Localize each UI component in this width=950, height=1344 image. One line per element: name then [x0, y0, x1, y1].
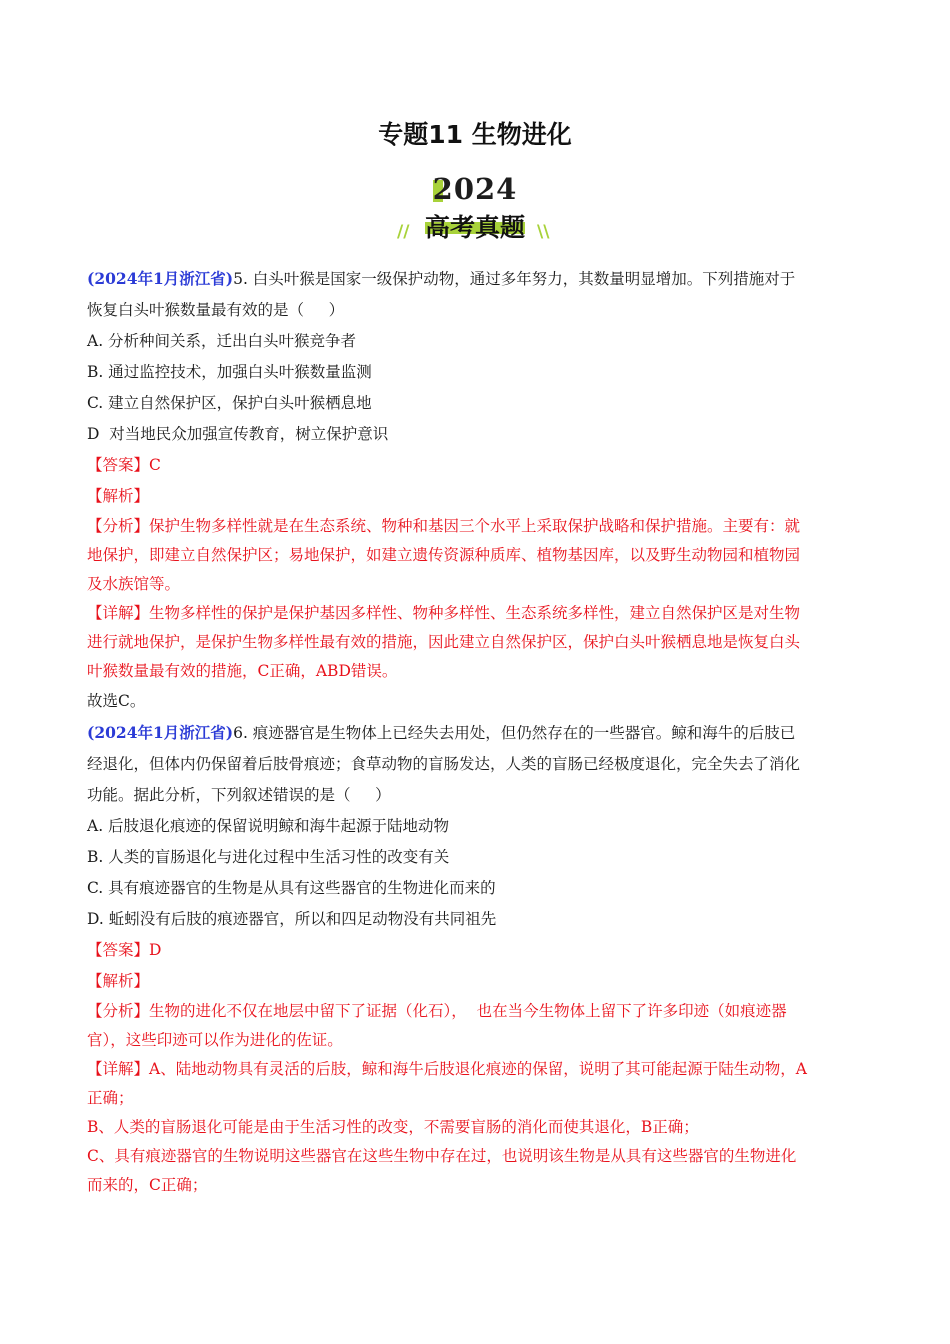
- q6-xiangjie-line-5: 而来的，C正确；: [87, 1176, 208, 1194]
- q6-option-c: C. 具有痕迹器官的生物是从具有这些器官的生物进化而来的: [87, 879, 496, 897]
- q6-fenxi-text-1: 生物的进化不仅在地层中留下了证据（化石）， 也在当今生物体上留下了许多印迹（如痕迹器: [149, 1002, 787, 1020]
- q6-option-d: D. 蚯蚓没有后肢的痕迹器官，所以和四足动物没有共同祖先: [87, 910, 497, 928]
- q5-xiangjie-line-3: 叶猴数量最有效的措施，C正确，ABD错误。: [87, 662, 398, 680]
- q6-source: (2024年1月浙江省): [87, 723, 234, 742]
- q5-option-c: C. 建立自然保护区，保护白头叶猴栖息地: [87, 394, 372, 412]
- q6-fenxi-tag: 【分析】: [87, 1002, 150, 1020]
- questions-content: [87, 263, 865, 1200]
- q6-xiangjie-line-3: B、人类的盲肠退化可能是由于生活习性的改变，不需要盲肠的消化而使其退化，B正确；: [87, 1118, 699, 1136]
- q6-stem-line-3: 功能。据此分析，下列叙述错误的是（ ）: [87, 786, 391, 804]
- q6-xiangjie-tag: 【详解】: [87, 1060, 150, 1078]
- q6-fenxi-line-1: [87, 997, 865, 1026]
- q5-option-d: D 对当地民众加强宣传教育，树立保护意识: [87, 425, 389, 443]
- q6-analysis-heading: 【解析】: [87, 972, 150, 990]
- badge-year: 2024: [432, 172, 518, 206]
- q6-xiangjie-line-1: [87, 1055, 865, 1084]
- q6-stem-line-2: 经退化，但体内仍保留着后肢骨痕迹；食草动物的盲肠发达，人类的盲肠已经极度退化，完全失去了消化: [87, 755, 801, 773]
- q5-choice: 故选C。: [87, 692, 146, 710]
- q5-option-b: B. 通过监控技术，加强白头叶猴数量监测: [87, 363, 372, 381]
- badge-slash-right: \\: [537, 222, 550, 242]
- q5-xiangjie-line-2: 进行就地保护，是保护生物多样性最有效的措施，因此建立自然保护区，保护白头叶猴栖息地是恢复白头: [87, 633, 801, 651]
- q5-stem-1: 5. 白头叶猴是国家一级保护动物，通过多年努力，其数量明显增加。下列措施对于: [233, 270, 796, 288]
- q5-xiangjie-text-1: 生物多样性的保护是保护基因多样性、物种多样性、生态系统多样性，建立自然保护区是对生物: [149, 604, 801, 622]
- q5-xiangjie-tag: 【详解】: [87, 604, 150, 622]
- q5-fenxi-line-1: [87, 512, 865, 541]
- q5-fenxi-text-1: 保护生物多样性就是在生态系统、物种和基因三个水平上采取保护战略和保护措施。主要有：就: [149, 517, 801, 535]
- q5-fenxi-line-3: 及水族馆等。: [87, 575, 181, 593]
- q5-fenxi-tag: 【分析】: [87, 517, 150, 535]
- q6-answer: 【答案】D: [87, 941, 162, 959]
- q6-xiangjie-text-1: A、陆地动物具有灵活的后肢，鲸和海牛后肢退化痕迹的保留，说明了其可能起源于陆生动物，A: [149, 1060, 807, 1078]
- q6-xiangjie-line-2: 正确；: [87, 1089, 134, 1107]
- q6-stem-line-1: [87, 717, 865, 749]
- q5-source: (2024年1月浙江省): [87, 269, 234, 288]
- q5-answer: 【答案】C: [87, 456, 161, 474]
- q5-stem-line-1: [87, 263, 865, 295]
- q5-fenxi-line-2: 地保护，即建立自然保护区；易地保护，如建立遗传资源种质库、植物基因库，以及野生动物园和植物园: [87, 546, 801, 564]
- q6-option-a: A. 后肢退化痕迹的保留说明鲸和海牛起源于陆地动物: [87, 817, 450, 835]
- badge-slash-left: //: [397, 222, 410, 242]
- badge-label: 高考真题: [424, 213, 525, 242]
- q6-option-b: B. 人类的盲肠退化与进化过程中生活习性的改变有关: [87, 848, 450, 866]
- q5-option-a: A. 分析种间关系，迁出白头叶猴竞争者: [87, 332, 357, 350]
- q5-analysis-heading: 【解析】: [87, 487, 150, 505]
- exam-badge: [385, 170, 565, 248]
- q6-xiangjie-line-4: C、具有痕迹器官的生物说明这些器官在这些生物中存在过，也说明该生物是从具有这些器官的生物进化: [87, 1147, 797, 1165]
- q6-stem-1: 6. 痕迹器官是生物体上已经失去用处，但仍然存在的一些器官。鲸和海牛的后肢已: [233, 724, 796, 742]
- q5-xiangjie-line-1: [87, 599, 865, 628]
- q5-stem-line-2: 恢复白头叶猴数量最有效的是（ ）: [87, 301, 345, 319]
- q6-fenxi-line-2: 官），这些印迹可以作为进化的佐证。: [87, 1031, 343, 1049]
- page-title: 专题11 生物进化: [378, 120, 572, 149]
